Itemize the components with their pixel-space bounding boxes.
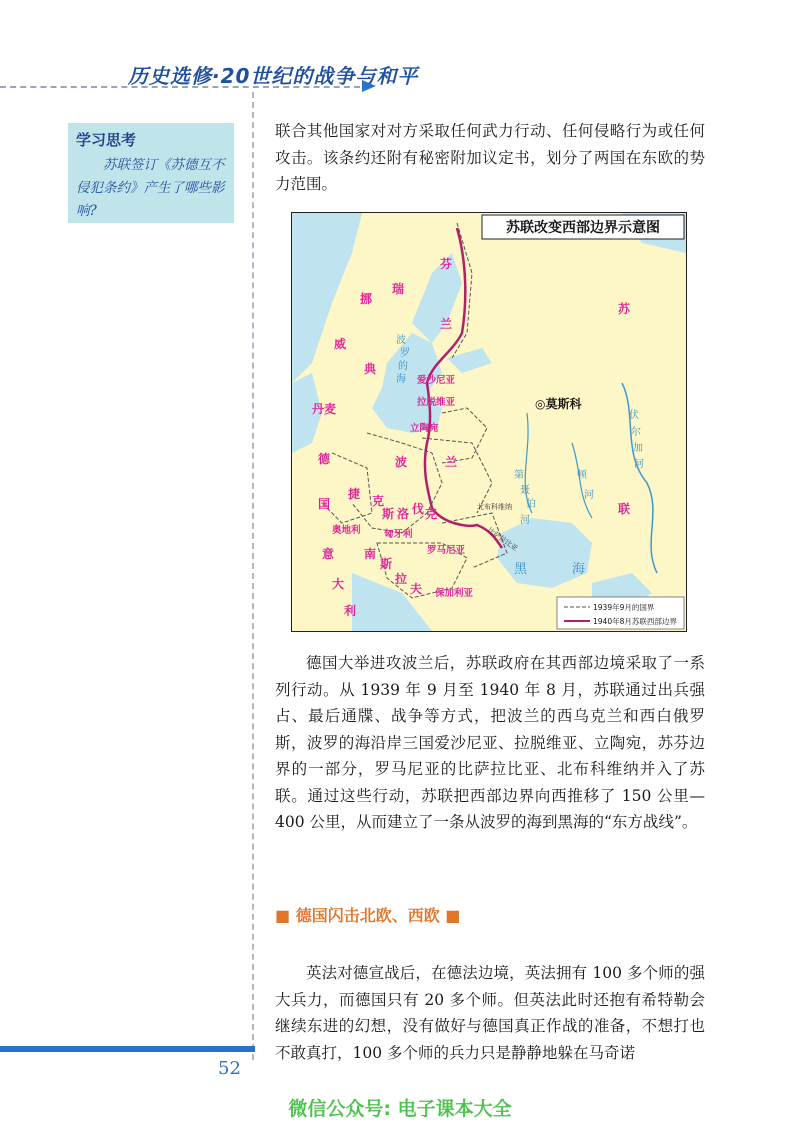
label-baltic1: 波 — [396, 335, 406, 346]
label-dnepr3: 伯 — [526, 499, 536, 510]
legend-item-1940: 1940年8月苏联西部边界 — [593, 617, 677, 626]
label-moscow: ◎莫斯科 — [535, 397, 582, 411]
label-slo2: 洛 — [397, 507, 410, 521]
label-fin2: 兰 — [440, 317, 453, 331]
label-black1: 黑 — [514, 562, 528, 577]
label-slo4: 克 — [425, 507, 438, 521]
label-don2: 河 — [584, 490, 594, 501]
label-cze2: 克 — [372, 494, 385, 508]
label-pol1: 波 — [395, 455, 408, 469]
label-slo1: 斯 — [382, 507, 395, 521]
label-nor2: 威 — [334, 337, 347, 351]
label-volga3: 加 — [633, 443, 643, 454]
label-volga4: 河 — [634, 459, 644, 470]
label-lat: 拉脱维亚 — [417, 397, 456, 408]
label-hun: 匈牙利 — [384, 529, 413, 540]
label-ger2: 国 — [318, 497, 331, 511]
sidebar-text: 苏联签订《苏德互不侵犯条约》产生了哪些影响? — [76, 157, 225, 219]
label-baltic3: 的 — [398, 361, 408, 372]
label-dnepr2: 聂 — [520, 485, 530, 496]
label-baltic4: 海 — [396, 374, 406, 385]
label-yug2: 斯 — [380, 557, 393, 571]
label-sov1: 苏 — [618, 302, 631, 316]
legend-item-1939: 1939年9月的国界 — [593, 603, 655, 612]
label-sov2: 联 — [618, 502, 631, 516]
paragraph-2: 德国大举进攻波兰后，苏联政府在其西部边境采取了一系列行动。从 1939 年 9 月至 1940 年 8 月，苏联通过出兵强占、最后通牒、战争等方式，把波兰的西乌克兰和西白俄罗斯，波罗的海沿岸三国爱沙尼亚、拉脱维亚、立陶宛，苏芬边界的一部分，罗马尼亚的比萨拉比亚、北布科维纳并入了苏联。通过这些行动，苏联把西部边界向西推移了 150 公里—400 公里，从而建立了一条从波罗的海到黑海的“东方战线”。 — [275, 654, 705, 831]
label-black2: 海 — [572, 562, 586, 577]
label-dnepr4: 河 — [520, 515, 530, 526]
map-svg — [292, 213, 686, 631]
label-yug4: 夫 — [410, 582, 423, 596]
label-yug3: 拉 — [395, 572, 408, 586]
paragraph-1: 联合其他国家对对方采取任何武力行动、任何侵略行为或任何攻击。该条约还附有秘密附加议定书，划分了两国在东欧的势力范围。 — [275, 122, 705, 193]
label-nor1: 挪 — [360, 292, 373, 306]
label-cze1: 捷 — [348, 487, 361, 501]
header-title: 历史选修·20世纪的战争与和平 — [128, 64, 419, 88]
label-fin1: 芬 — [440, 257, 453, 271]
label-bul: 保加利亚 — [435, 588, 474, 599]
label-swe1: 瑞 — [392, 282, 405, 296]
label-aut: 奥地利 — [332, 525, 361, 536]
header-arrow-icon — [362, 80, 376, 92]
label-ita3: 利 — [344, 604, 357, 618]
label-ita1: 意 — [322, 547, 335, 561]
gutter-divider — [252, 92, 254, 1060]
label-slo3: 伐 — [412, 502, 425, 516]
section-title: ■ 德国闪击北欧、西欧 ■ — [275, 906, 461, 925]
label-yug1: 南 — [364, 547, 377, 561]
map-figure — [291, 212, 687, 632]
label-den: 丹麦 — [312, 402, 337, 416]
label-pol2: 兰 — [445, 455, 458, 469]
label-baltic2: 罗 — [400, 348, 410, 359]
label-ger1: 德 — [318, 452, 331, 466]
label-ita2: 大 — [332, 577, 345, 591]
label-rom: 罗马尼亚 — [427, 545, 466, 556]
footer-bar — [0, 1046, 255, 1052]
label-volga2: 尔 — [631, 427, 641, 438]
label-don1: 顿 — [577, 470, 587, 481]
paragraph-3: 英法对德宣战后，在德法边境，英法拥有 100 多个师的强大兵力，而德国只有 20 多个师。但英法此时还抱有希特勒会继续东进的幻想，没有做好与德国真正作战的准备，不想打也不敢真打，100 多个师的兵力只是静静地躲在马奇诺 — [275, 964, 705, 1062]
footer-watermark: 微信公众号: 电子课本大全 — [288, 1098, 512, 1120]
label-swe2: 典 — [364, 362, 377, 376]
sidebar-title: 学习思考 — [76, 131, 137, 149]
label-volga1: 伏 — [629, 410, 639, 421]
label-bukovina: 北布科维纳 — [477, 503, 512, 511]
label-lit: 立陶宛 — [410, 423, 439, 434]
map-title: 苏联改变西部边界示意图 — [506, 220, 660, 236]
label-bess: 比萨拉比亚 — [485, 526, 520, 553]
label-est: 爱沙尼亚 — [417, 375, 456, 386]
label-dnepr1: 第 — [514, 470, 524, 481]
header-divider — [0, 86, 360, 88]
page-number: 52 — [218, 1058, 241, 1079]
learning-sidebar — [68, 123, 234, 223]
